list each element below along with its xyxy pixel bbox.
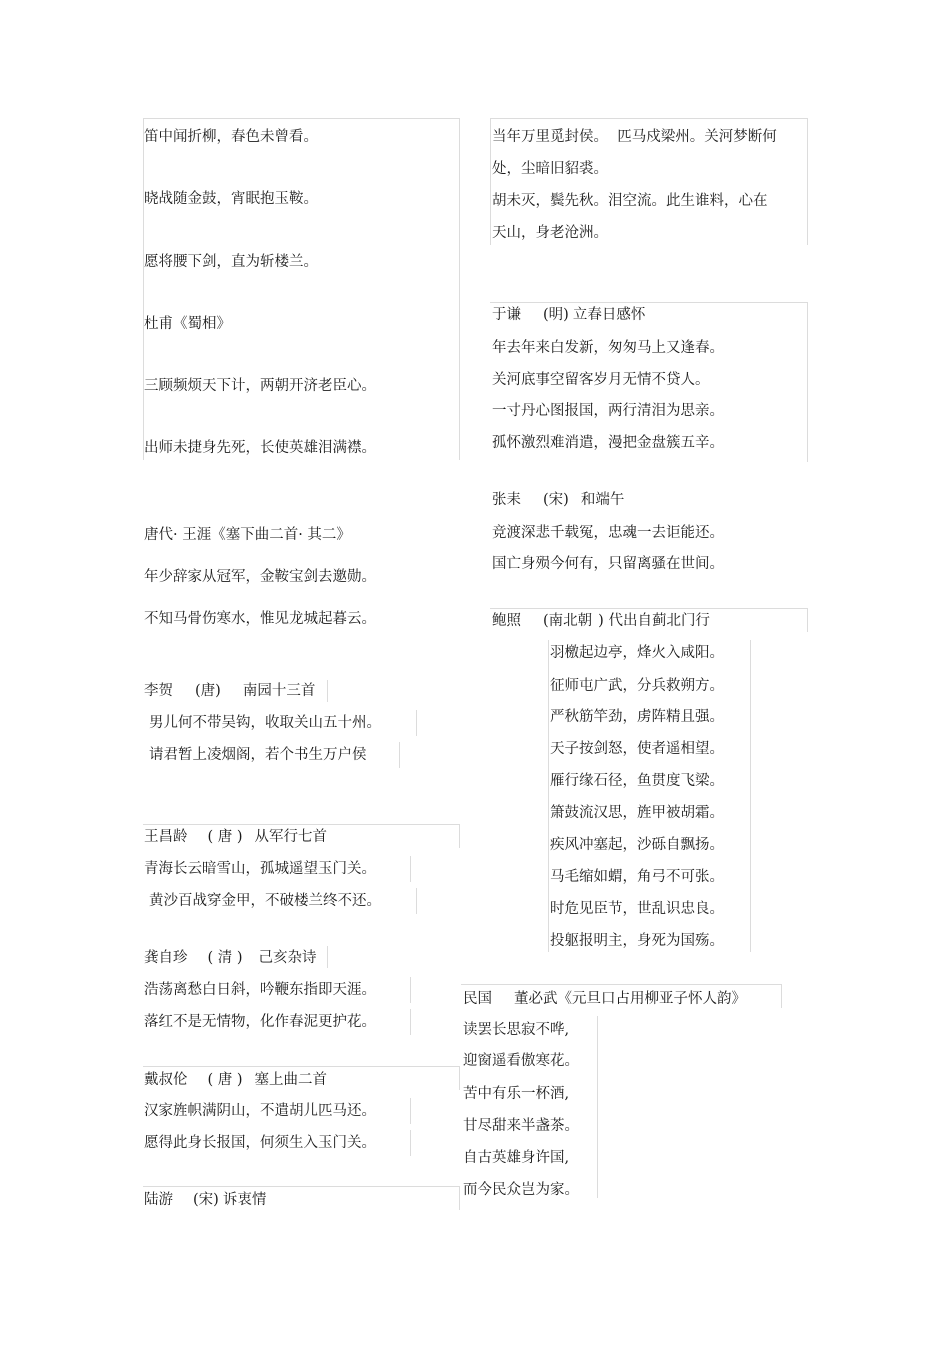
- wcl-title: 从军行七首: [254, 829, 328, 845]
- wanghan-line-2: 不知马骨伤寒水，惟见龙城起暮云。: [144, 611, 376, 627]
- left-box-top: [143, 118, 459, 119]
- lihe-dynasty: (唐): [195, 683, 221, 699]
- dbw-line-1: 读罢长思寂不哗,: [463, 1022, 570, 1038]
- zhanglei-heading: [492, 491, 624, 509]
- zhanglei-line-2: 国亡身殒今何有，只留离骚在世间。: [492, 556, 724, 572]
- wcl-author: 王昌龄: [144, 829, 188, 845]
- dsl-author: 戴叔伦: [144, 1072, 188, 1088]
- dbw-col-right: [597, 1016, 598, 1198]
- baozhao-line-9: 时危见臣节，世乱识忠良。: [550, 901, 724, 917]
- luyou-line-1: 当年万里觅封侯。 匹马戍梁州。关河梦断何: [492, 129, 777, 145]
- wcl-line-2: 黄沙百战穿金甲，不破楼兰终不还。: [149, 893, 381, 909]
- dbw-line-4: 甘尽甜来半盏茶。: [463, 1118, 579, 1134]
- dbw-era: 民国: [463, 991, 492, 1007]
- baozhao-line-5: 雁行缘石径，鱼贯度飞梁。: [550, 773, 724, 789]
- left-line-3: 愿将腰下剑，直为斩楼兰。: [144, 254, 318, 270]
- zhanglei-title: 和端午: [580, 492, 625, 508]
- gzz-row1-box: [410, 977, 411, 1003]
- zhanglei-dynasty: (宋): [543, 492, 569, 508]
- left-line-6: 出师未捷身先死，长使英雄泪满襟。: [144, 440, 376, 456]
- dufu-heading: 杜甫《蜀相》: [144, 316, 231, 332]
- dbw-heading: [463, 990, 746, 1008]
- lihe-row1-box: [416, 710, 417, 736]
- yuqian-box-right: [807, 302, 808, 462]
- luyou-title: 诉衷情: [222, 1192, 267, 1208]
- yuqian-line-2: 关河底事空留客岁月无情不贷人。: [492, 372, 710, 388]
- yuqian-dynasty: (明): [543, 307, 569, 323]
- yuqian-box-top: [490, 302, 807, 303]
- baozhao-line-3: 严秋筋竿劲，虏阵精且强。: [550, 709, 724, 725]
- gzz-line-2: 落红不是无情物，化作春泥更护花。: [144, 1014, 376, 1030]
- dsl-line-1: 汉家旌帜满阴山，不遣胡儿匹马还。: [144, 1103, 376, 1119]
- right-box-top: [490, 118, 807, 119]
- lihe-line-1: 男儿何不带吴钩，收取关山五十州。: [149, 715, 381, 731]
- luyou-dynasty: (宋): [193, 1192, 219, 1208]
- wcl-dynasty: ( 唐 ): [207, 829, 243, 845]
- dbw-line-2: 迎窗遥看傲寒花。: [463, 1053, 579, 1069]
- dsl-title: 塞上曲二首: [254, 1072, 328, 1088]
- luyou-line-2: 处，尘暗旧貂裘。: [492, 161, 608, 177]
- dsl-heading: [144, 1071, 327, 1089]
- dbw-line-5: 自古英雄身许国,: [463, 1150, 570, 1166]
- zhanglei-line-1: 竞渡深悲千载冤，忠魂一去讵能还。: [492, 525, 724, 541]
- dsl-row2-box: [410, 1130, 411, 1156]
- lihe-line-2: 请君暂上凌烟阁，若个书生万户侯: [149, 747, 367, 763]
- wcl-heading: [144, 828, 327, 846]
- gzz-dynasty: ( 清 ): [207, 950, 243, 966]
- luyou-box-top: [143, 1186, 459, 1187]
- baozhao-line-6: 箫鼓流汉思，旌甲被胡霜。: [550, 805, 724, 821]
- dbw-line-3: 苦中有乐一杯酒,: [463, 1086, 570, 1102]
- right-box-right: [807, 118, 808, 245]
- right-box-left: [490, 118, 491, 245]
- gzz-box: [327, 946, 328, 968]
- gzz-title: 己亥杂诗: [258, 950, 317, 966]
- gzz-heading: [144, 949, 317, 967]
- baozhao-line-10: 投躯报明主，身死为国殇。: [550, 933, 724, 949]
- left-line-1: 笛中闻折柳，春色未曾看。: [144, 129, 318, 145]
- wanghan-line-1: 年少辞家从冠军，金鞍宝剑去邀勋。: [144, 569, 376, 585]
- wcl-box-right: [459, 824, 460, 848]
- lihe-title: 南园十三首: [242, 683, 316, 699]
- baozhao-box-right: [807, 608, 808, 632]
- luyou-heading: [144, 1191, 266, 1209]
- wcl-box-top: [143, 824, 459, 825]
- wanghan-heading: 唐代· 王涯《塞下曲二首· 其二》: [144, 527, 351, 543]
- luyou-line-4: 天山，身老沧洲。: [492, 225, 608, 241]
- yuqian-line-4: 孤怀激烈难消遣，漫把金盘簇五辛。: [492, 435, 724, 451]
- dsl-row1-box: [410, 1098, 411, 1124]
- luyou-line-3: 胡未灭，鬓先秋。泪空流。此生谁料，心在: [492, 193, 768, 209]
- lihe-author: 李贺: [144, 683, 173, 699]
- baozhao-heading: [492, 612, 710, 630]
- dsl-line-2: 愿得此身长报国，何须生入玉门关。: [144, 1135, 376, 1151]
- baozhao-line-1: 羽檄起边亭，烽火入咸阳。: [550, 645, 724, 661]
- yuqian-title: 立春日感怀: [572, 307, 646, 323]
- baozhao-author: 鲍照: [492, 613, 521, 629]
- left-box-right: [459, 118, 460, 460]
- wcl-row2-box: [416, 888, 417, 914]
- yuqian-author: 于谦: [492, 307, 521, 323]
- luyou-box-right: [459, 1186, 460, 1210]
- baozhao-line-8: 马毛缩如蝟，角弓不可张。: [550, 869, 724, 885]
- left-box-left: [143, 118, 144, 460]
- lihe-row2-box: [399, 742, 400, 768]
- luyou-author: 陆游: [144, 1192, 173, 1208]
- dsl-dynasty: ( 唐 ): [207, 1072, 243, 1088]
- yuqian-line-1: 年去年来白发新，匆匆马上又逢春。: [492, 340, 724, 356]
- lihe-heading: [144, 682, 315, 700]
- gzz-row2-box: [410, 1009, 411, 1035]
- dsl-box-top: [143, 1066, 459, 1067]
- zhanglei-author: 张耒: [492, 492, 521, 508]
- gzz-author: 龚自珍: [144, 950, 188, 966]
- yuqian-line-3: 一寸丹心图报国，两行清泪为思亲。: [492, 403, 724, 419]
- baozhao-title: ) 代出自蓟北门行: [598, 613, 710, 629]
- dbw-title: 董必武《元旦口占用柳亚子怀人韵》: [514, 991, 746, 1007]
- bz-col-right: [750, 640, 751, 952]
- wcl-row1-box: [410, 856, 411, 882]
- bz-col-left: [548, 640, 549, 952]
- dbw-box-right: [781, 984, 782, 1008]
- left-line-5: 三顾频烦天下计，两朝开济老臣心。: [144, 378, 376, 394]
- baozhao-line-7: 疾风冲塞起，沙砾自飘扬。: [550, 837, 724, 853]
- dbw-line-6: 而今民众岂为家。: [463, 1182, 579, 1198]
- baozhao-box-top: [490, 608, 807, 609]
- wcl-line-1: 青海长云暗雪山，孤城遥望玉门关。: [144, 861, 376, 877]
- left-line-2: 晓战随金鼓，宵眠抱玉鞍。: [144, 191, 318, 207]
- dsl-box-right: [459, 1066, 460, 1090]
- gzz-line-1: 浩荡离愁白日斜，吟鞭东指即天涯。: [144, 982, 376, 998]
- lihe-box: [327, 680, 328, 702]
- baozhao-line-4: 天子按剑怒，使者遥相望。: [550, 741, 724, 757]
- baozhao-dynasty: (南北朝: [543, 613, 593, 629]
- baozhao-line-2: 征师屯广武，分兵救朔方。: [550, 678, 724, 694]
- dbw-box-top: [461, 984, 781, 985]
- yuqian-heading: [492, 306, 645, 324]
